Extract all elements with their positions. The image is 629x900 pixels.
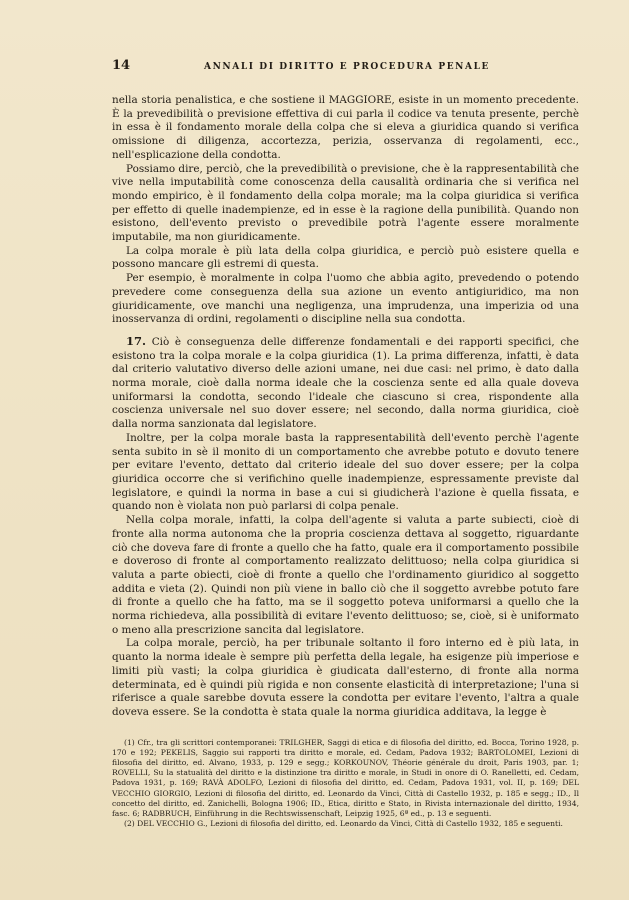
paragraph: La colpa morale è più lata della colpa giuridica, e perciò può esistere quella e possono mancare gli estremi di questa.	[112, 244, 579, 271]
section-number: 17.	[126, 333, 147, 348]
page-header	[112, 58, 579, 80]
footnote: (2) DEL VECCHIO G., Lezioni di filosofia del diritto, ed. Leonardo da Vinci, Città di Castello 1932, 185 e seguenti.	[124, 819, 563, 829]
paragraph: nella storia penalistica, e che sostiene il MAGGIORE, esiste in un momento precedente. È la prevedibilità o previsione effettiva di cui parla il codice va tenuta presente, perchè in essa è il fondamento morale della colpa che si eleva a giuridica quando si verifica omissione di diligenza, accortezza, perizia, osservanza di regolamenti, ecc., nell'esplicazione della condotta.	[112, 94, 579, 161]
paragraph: Nella colpa morale, infatti, la colpa dell'agente si valuta a parte subiecti, cioè di fronte alla norma autonoma che la propria coscienza dettava al soggetto, riguardante ciò che doveva fare di fronte a quello che ha fatto, quale era il comportamento possibile e doveroso di fronte al comportamento realizzato delittuoso; nella colpa giuridica si valuta a parte obiecti, cioè di fronte a quello che l'ordinamento giuridico al soggetto addita e vieta (2). Quindi non più viene in ballo ciò che il soggetto avrebbe potuto fare di fronte a quello che ha fatto, ma se il soggetto poteva uniformarsi a quello che la norma richiedeva, alla possibilità di evitare l'evento delittuoso; se, cioè, si è uniformato o meno alla prescrizione sancita dal legislatore.	[112, 514, 579, 636]
body-text	[112, 94, 579, 720]
paragraph: La colpa morale, perciò, ha per tribunale soltanto il foro interno ed è più lata, in quanto la norma ideale è sempre più perfetta della legale, ha esigenze più imperiose e limiti più vasti; la colpa giuridica è giudicata dall'esterno, di fronte alla norma determinata, ed è quindi più rigida e non consente elasticità di interpretazione; l'una si riferisce a quale sarebbe dovuta essere la condotta per evitare l'evento, l'altra a quale doveva essere. Se la condotta è stata quale la norma giuridica additava, la legge è	[112, 637, 579, 718]
paragraph: Per esempio, è moralmente in colpa l'uomo che abbia agito, prevedendo o potendo prevedere come conseguenza della sua azione un evento antigiuridico, ma non giuridicamente, ove manchi una negligenza, una imprudenza, una imperizia od una inosservanza di ordini, regolamenti o discipline nella sua condotta.	[112, 272, 579, 326]
footnote: (1) Cfr., tra gli scrittori contemporanei: TRILGHER, Saggi di etica e di filosofia del diritto, ed. Bocca, Torino 1928, p. 170 e 192; PEKELIS, Saggio sui rapporti tra diritto e morale, ed. Cedam, Padova 1932; BARTOLOMEI, Lezioni di filosofia del diritto, ed. Alvano, 1933, p. 129 e segg.; KORKOUNOV, Théorie générale du droit, Paris 1903, par. 1; ROVELLI, Su la statualità del diritto e la distinzione tra diritto e morale, in Studi in onore di O. Ranelletti, ed. Cedam, Padova 1931, p. 169; RAVÀ ADOLFO, Lezioni di filosofia del diritto, ed. Cedam, Padova 1931, vol. II, p. 169; DEL VECCHIO GIORGIO, Lezioni di filosofia del diritto, ed. Leonardo da Vinci, Città di Castello 1932, p. 185 e segg.; ID., Il concetto del diritto, ed. Zanichelli, Bologna 1906; ID., Etica, diritto e Stato, in Rivista internazionale del diritto, 1934, fasc. 6; RADBRUCH, Einführung in die Rechtswissenschaft, Leipzig 1925, 6ª ed., p. 13 e seguenti.	[112, 737, 579, 819]
section-text: Ciò è conseguenza delle differenze fondamentali e dei rapporti specifici, che esistono tra la colpa morale e la colpa giuridica (1). La prima differenza, infatti, è data dal criterio valutativo diverso delle azioni umane, nei due casi: nel primo, è dato dalla norma morale, cioè dalla norma ideale che la coscienza sente ed alla quale doveva uniformarsi la condotta, secondo l'ideale che ciascuno si crea, rispondente alla coscienza universale nel suo dover essere; nel secondo, dalla norma giuridica, cioè dalla norma sanzionata dal legislatore.	[112, 335, 579, 431]
section-paragraph	[112, 335, 579, 432]
running-head: ANNALI DI DIRITTO E PROCEDURA PENALE	[204, 62, 490, 72]
page-number: 14	[112, 58, 131, 73]
paragraph: Inoltre, per la colpa morale basta la rappresentabilità dell'evento perchè l'agente senta subito in sè il monito di un comportamento che avrebbe potuto e dovuto tenere per evitare l'evento, dettato dal criterio ideale del suo dover essere; per la colpa giuridica occorre che si verifichino quelle inadempienze, espressamente previste dal legislatore, e quindi la norma in base a cui si giudicherà l'azione è quella fissata, e quando non è violata non può parlarsi di colpa penale.	[112, 431, 579, 513]
footnotes	[112, 738, 579, 830]
paragraph: Possiamo dire, perciò, che la prevedibilità o previsione, che è la rappresentabilità che vive nella imputabilità come conoscenza della causalità ordinaria che si verifica nel mondo empirico, è il fondamento della colpa morale; ma la colpa giuridica si verifica per effetto di quelle inadempienze, ed in esse è la ragione della punibilità. Quando non esistono, dell'evento previsto o prevedibile potrà l'agente essere moralmente imputabile, ma non giuridicamente.	[112, 162, 579, 244]
